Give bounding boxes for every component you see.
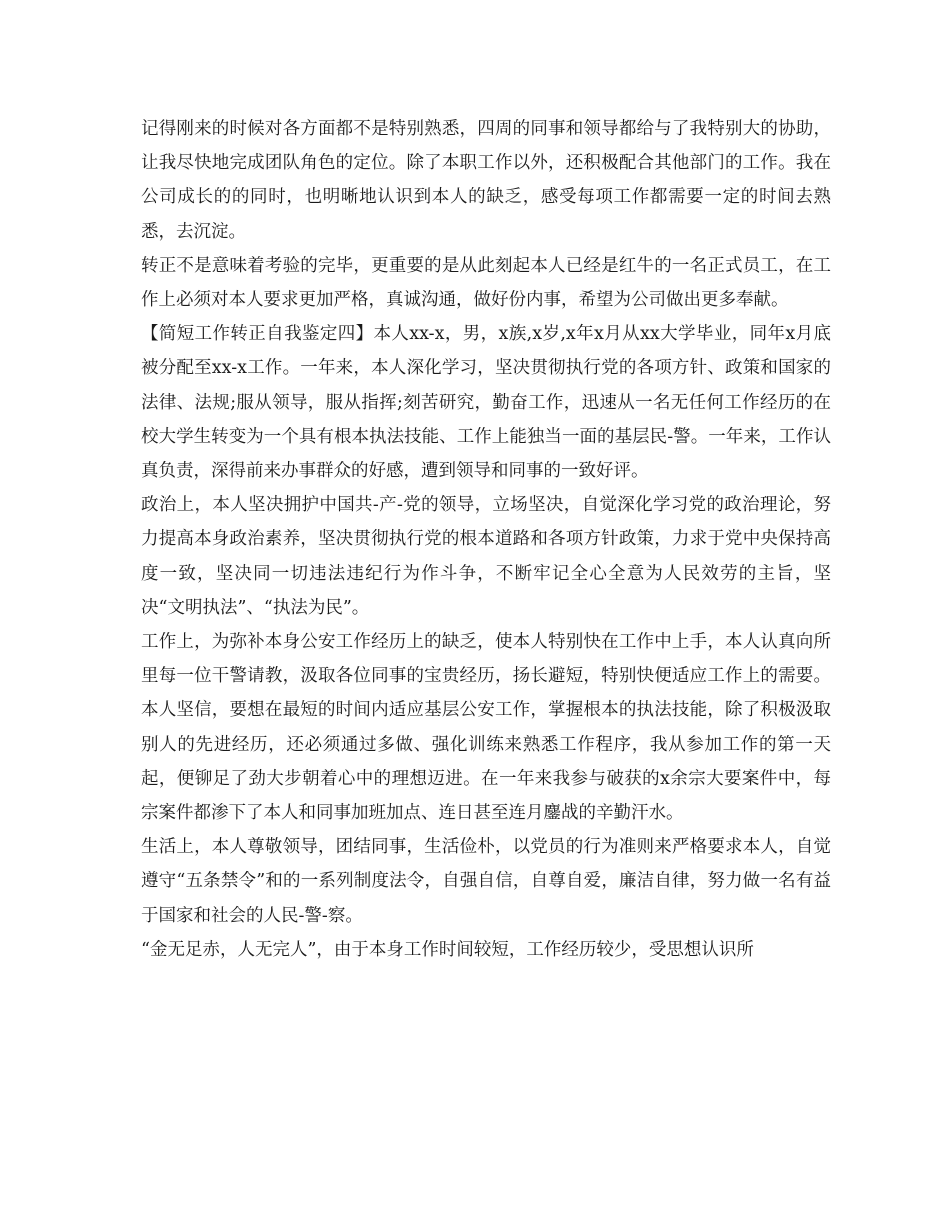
document-body (141, 112, 831, 967)
paragraph-2: 转正不是意味着考验的完毕，更重要的是从此刻起本人已经是红牛的一名正式员工，在工作上必须对本人要求更加严格，真诚沟通，做好份内事，希望为公司做出更多奉献。 (141, 255, 831, 311)
paragraph-4: 政治上，本人坚决拥护中国共-产-党的领导，立场坚决，自觉深化学习党的政治理论，努力提高本身政治素养，坚决贯彻执行党的根本道路和各项方针政策，力求于党中央保持高度一致，坚决同一切违法违纪行为作斗争，不断牢记全心全意为人民效劳的主旨，坚决“文明执法”、“执法为民”。 (141, 495, 831, 618)
paragraph-1: 记得刚来的时候对各方面都不是特别熟悉，四周的同事和领导都给与了我特别大的协助，让我尽快地完成团队角色的定位。除了本职工作以外，还积极配合其他部门的工作。我在公司成长的的同时，也明晰地认识到本人的缺乏，感受每项工作都需要一定的时间去熟悉，去沉淀。 (141, 119, 831, 242)
paragraph-3: 【简短工作转正自我鉴定四】本人xx-x，男，x族,x岁,x年x月从xx大学毕业，同年x月底被分配至xx-x工作。一年来，本人深化学习，坚决贯彻执行党的各项方针、政策和国家的法律、法规;服从领导，服从指挥;刻苦研究，勤奋工作，迅速从一名无任何工作经历的在校大学生转变为一个具有根本执法技能、工作上能独当一面的基层民-警。一年来，工作认真负责，深得前来办事群众的好感，遭到领导和同事的一致好评。 (141, 324, 831, 482)
paragraph-6: 生活上，本人尊敬领导，团结同事，生活俭朴，以党员的行为准则来严格要求本人，自觉遵守“五条禁令”和的一系列制度法令，自强自信，自尊自爱，廉洁自律，努力做一名有益于国家和社会的人民-警-察。 (141, 837, 831, 926)
paragraph-7: “金无足赤，人无完人”，由于本身工作时间较短，工作经历较少，受思想认识所 (141, 939, 754, 960)
paragraph-5: 工作上，为弥补本身公安工作经历上的缺乏，使本人特别快在工作中上手，本人认真向所里每一位干警请教，汲取各位同事的宝贵经历，扬长避短，特别快便适应工作上的需要。本人坚信，要想在最短的时间内适应基层公安工作，掌握根本的执法技能，除了积极汲取别人的先进经历，还必须通过多做、强化训练来熟悉工作程序，我从参加工作的第一天起，便铆足了劲大步朝着心中的理想迈进。在一年来我参与破获的x余宗大要案件中，每宗案件都渗下了本人和同事加班加点、连日甚至连月鏖战的辛勤汗水。 (141, 632, 831, 824)
